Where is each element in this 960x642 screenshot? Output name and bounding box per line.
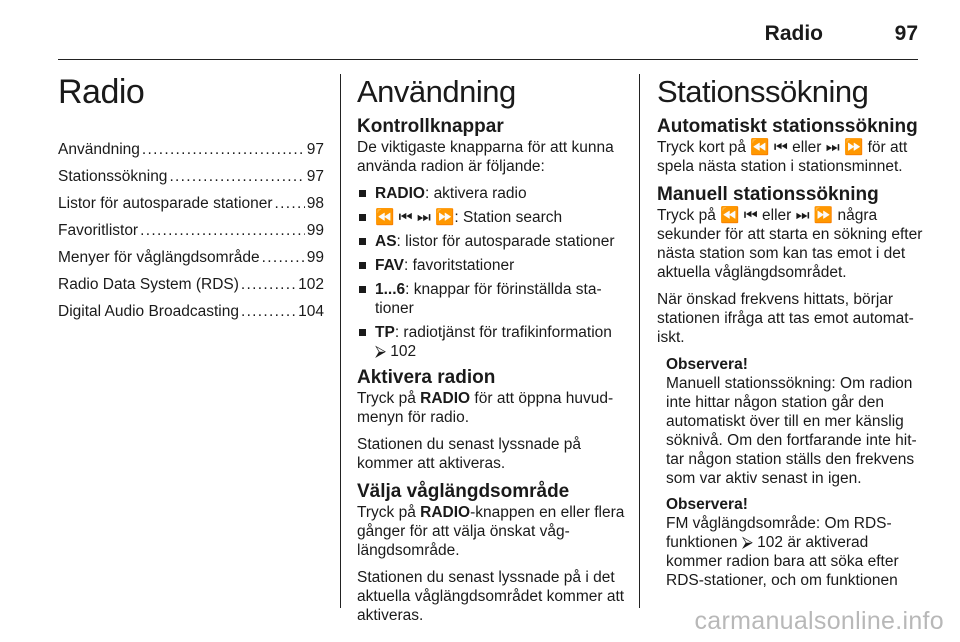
- list-item: [357, 208, 625, 227]
- paragraph: [357, 503, 625, 560]
- text-run: för att öppna huvud- menyn för radio.: [357, 390, 614, 426]
- toc-entry[interactable]: [58, 221, 324, 240]
- button-name: AS: [375, 233, 397, 250]
- list-item: [357, 184, 625, 203]
- leader-dots: [140, 221, 305, 240]
- seek-buttons-icon: ⏪ ⏮ ⏭ ⏩: [375, 209, 455, 226]
- leader-dots: [169, 167, 304, 186]
- text-run: Tryck på: [357, 390, 421, 407]
- toc-entry-label: Favoritlistor: [58, 222, 139, 239]
- section-title: Stationssökning: [657, 74, 869, 109]
- button-name: RADIO: [420, 390, 471, 407]
- paragraph: [357, 389, 625, 427]
- page-header: [58, 14, 918, 54]
- toc-entry-page: 97: [306, 141, 324, 158]
- bullet-square: [359, 329, 366, 336]
- table-of-contents: [58, 140, 324, 321]
- toc-entry-page: 99: [306, 222, 324, 239]
- toc-entry-page: 98: [306, 195, 324, 212]
- button-description: : radiotjänst för trafikinformation ⮚ 102: [375, 324, 612, 360]
- page-number: 97: [894, 22, 918, 45]
- toc-column: [58, 74, 324, 329]
- toc-entry-label: Stationssökning: [58, 168, 168, 185]
- toc-entry-label: Digital Audio Broadcasting: [58, 303, 239, 320]
- header-rule: [58, 59, 918, 60]
- button-description: : Station search: [454, 209, 563, 226]
- subsection-heading: Automatiskt stationssökning: [657, 116, 918, 137]
- toc-entry-label: Radio Data System (RDS): [58, 276, 239, 293]
- paragraph: Tryck på ⏪ ⏮ eller ⏭ ⏩ några sekunder för att starta en sökning efter nästa station som kan tas emot i det aktuella våglängdsområdet.: [657, 207, 923, 281]
- button-name: RADIO: [420, 504, 471, 521]
- list-item: [357, 280, 625, 318]
- button-name: 1...6: [375, 281, 406, 298]
- leader-dots: [275, 194, 305, 213]
- column-divider-2: [639, 74, 640, 608]
- toc-entry[interactable]: [58, 248, 324, 267]
- subsection-heading: Manuell stationssökning: [657, 184, 879, 205]
- list-item: [357, 323, 625, 361]
- leader-dots: [262, 248, 305, 267]
- control-button-list: [357, 184, 625, 361]
- toc-entry-page: 104: [298, 303, 324, 320]
- toc-entry-page: 99: [306, 249, 324, 266]
- list-item: [357, 232, 625, 251]
- list-item: [357, 256, 625, 275]
- bullet-square: [359, 238, 366, 245]
- toc-entry-label: Användning: [58, 141, 140, 158]
- text-run: Tryck på: [357, 504, 421, 521]
- bullet-square: [359, 262, 366, 269]
- section-title: Användning: [357, 74, 516, 109]
- note-title: Observera!: [666, 356, 748, 373]
- running-section-title: Radio: [764, 22, 823, 45]
- note-text: FM våglängdsområde: Om RDS- funktionen ⮚ 102 är aktiverad kommer radion bara att söka efter RDS-stationer, och om funktionen: [666, 515, 899, 589]
- bullet-square: [359, 214, 366, 221]
- toc-entry[interactable]: [58, 167, 324, 186]
- paragraph: När önskad frekvens hittats, börjar stationen ifråga att tas emot automat- iskt.: [657, 291, 914, 346]
- subsection-heading: Kontrollknappar: [357, 116, 504, 137]
- toc-entry[interactable]: [58, 140, 324, 159]
- button-description: : knappar för förinställda sta- tioner: [375, 281, 602, 317]
- subsection-heading: Aktivera radion: [357, 367, 496, 388]
- watermark: carmanualsonline.info: [694, 607, 944, 635]
- button-name: TP: [375, 324, 395, 341]
- chapter-title: Radio: [58, 73, 145, 111]
- paragraph: Stationen du senast lyssnade på kommer att aktiveras.: [357, 436, 582, 472]
- leader-dots: [241, 275, 296, 294]
- paragraph: Stationen du senast lyssnade på i det aktuella våglängdsområdet kommer att aktiveras.: [357, 569, 625, 624]
- note-text: Manuell stationssökning: Om radion inte hittar någon station går den automatiskt över till en mer känslig söknivå. Om den fortfarande inte hit- tar någon station ställs den frekvens som var aktiv senast in igen.: [666, 375, 917, 487]
- toc-entry-page: 97: [306, 168, 324, 185]
- leader-dots: [142, 140, 305, 159]
- button-name: FAV: [375, 257, 404, 274]
- button-description: : listor för autosparade stationer: [396, 233, 615, 250]
- toc-entry-label: Menyer för våglängdsområde: [58, 249, 260, 266]
- toc-entry[interactable]: [58, 194, 324, 213]
- toc-entry-page: 102: [298, 276, 324, 293]
- note-title: Observera!: [666, 496, 748, 513]
- column-divider-1: [340, 74, 341, 608]
- button-description: : favoritstationer: [404, 257, 515, 274]
- leader-dots: [241, 302, 296, 321]
- subsection-heading: Välja våglängdsområde: [357, 481, 570, 502]
- note-box: [666, 355, 925, 590]
- button-description: : aktivera radio: [424, 185, 527, 202]
- toc-entry[interactable]: [58, 275, 324, 294]
- toc-entry-label: Listor för autosparade stationer: [58, 195, 273, 212]
- paragraph: De viktigaste knapparna för att kunna använda radion är följande:: [357, 139, 614, 175]
- bullet-square: [359, 286, 366, 293]
- bullet-square: [359, 190, 366, 197]
- station-search-column: [657, 74, 925, 597]
- usage-column: [357, 74, 625, 633]
- text-run: -knappen en eller flera gånger för att välja önskat våg- längdsområde.: [357, 504, 625, 559]
- paragraph: Tryck kort på ⏪ ⏮ eller ⏭ ⏩ för att spela nästa station i stationsminnet.: [657, 139, 908, 175]
- button-name: RADIO: [375, 185, 425, 202]
- toc-entry[interactable]: [58, 302, 324, 321]
